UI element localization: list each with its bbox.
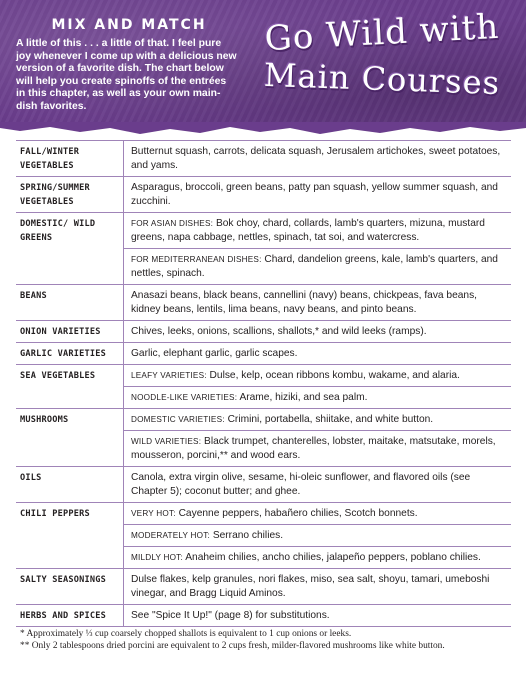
footnote-shallots: * Approximately ⅓ cup coarsely chopped shallots is equivalent to 1 cup onions or leeks. [20, 629, 352, 639]
entry-sublabel: WILD VARIETIES: [131, 437, 202, 446]
category-label: GARLIC VARIETIES [16, 343, 124, 364]
category-label: SEA VEGETABLES [16, 365, 124, 408]
item-entry [124, 409, 511, 430]
category-label: OILS [16, 467, 124, 502]
item-entry [124, 605, 511, 626]
item-entry [124, 177, 511, 212]
category-items [124, 177, 511, 212]
entry-text: Chard, dandelion greens, kale, lamb's quarters, and nettles, spinach. [131, 254, 498, 279]
entry-text: Arame, hiziki, and sea palm. [239, 392, 368, 403]
chart-row [16, 605, 511, 627]
title-line-1: Go Wild with [263, 6, 501, 60]
entry-sublabel: MODERATELY HOT: [131, 531, 210, 540]
footnotes [20, 628, 515, 652]
category-items [124, 213, 511, 284]
entry-sublabel: VERY HOT: [131, 509, 176, 518]
entry-text: Crimini, portabella, shiitake, and white button. [227, 414, 434, 425]
entry-text: Asparagus, broccoli, green beans, patty pan squash, yellow summer squash, and zucchini. [131, 182, 498, 207]
entry-sublabel: MILDLY HOT: [131, 553, 183, 562]
item-entry [124, 524, 511, 546]
intro-text: A little of this . . . a little of that. I feel pure joy whenever I come up with a delicious new version of a favorite dish. The chart below will help you create spinoffs of the entrées in this chapter, as well as your own main-dish favorites. [16, 38, 237, 112]
item-entry [124, 386, 511, 408]
category-items [124, 503, 511, 568]
category-items [124, 141, 511, 176]
item-entry [124, 467, 511, 502]
category-items [124, 285, 511, 320]
item-entry [124, 321, 511, 342]
category-items [124, 321, 511, 342]
entry-text: Dulse, kelp, ocean ribbons kombu, wakame, and alaria. [209, 370, 460, 381]
entry-sublabel: DOMESTIC VARIETIES: [131, 415, 225, 424]
item-entry [124, 546, 511, 568]
entry-text: Butternut squash, carrots, delicata squash, Jerusalem artichokes, sweet potatoes, and yams. [131, 146, 501, 171]
entry-sublabel: FOR MEDITERRANEAN DISHES: [131, 255, 262, 264]
chart-row [16, 285, 511, 321]
chart-row [16, 365, 511, 409]
chart-row [16, 213, 511, 285]
entry-text: Dulse flakes, kelp granules, nori flakes, miso, sea salt, shoyu, tamari, umeboshi vinegar, and Bragg Liquid Aminos. [131, 574, 490, 599]
page-title [246, 6, 518, 103]
chart-row [16, 177, 511, 213]
mix-and-match-heading: MIX AND MATCH [51, 17, 207, 33]
title-line-2: Main Courses [263, 55, 501, 103]
category-label: MUSHROOMS [16, 409, 124, 466]
item-entry [124, 569, 511, 604]
chart-row [16, 321, 511, 343]
entry-text: Chives, leeks, onions, scallions, shallots,* and wild leeks (ramps). [131, 326, 427, 337]
entry-text: Garlic, elephant garlic, garlic scapes. [131, 348, 298, 359]
item-entry [124, 503, 511, 524]
entry-text: Black trumpet, chanterelles, lobster, maitake, matsutake, morels, mousseron, porcini,** and wood ears. [131, 436, 496, 461]
category-label: CHILI PEPPERS [16, 503, 124, 568]
mix-and-match-chart [16, 140, 511, 627]
header-banner [0, 0, 526, 138]
chart-row [16, 467, 511, 503]
category-label: SPRING/SUMMER VEGETABLES [16, 177, 124, 212]
chart-row [16, 409, 511, 467]
category-label: FALL/WINTER VEGETABLES [16, 141, 124, 176]
entry-text: Serrano chilies. [212, 530, 284, 541]
entry-text: Canola, extra virgin olive, sesame, hi-oleic sunflower, and flavored oils (see Chapter 5); coconut butter; and ghee. [131, 472, 471, 497]
torn-edge-divider [0, 122, 526, 138]
category-label: SALTY SEASONINGS [16, 569, 124, 604]
chart-row [16, 343, 511, 365]
item-entry [124, 285, 511, 320]
footnote-porcini: ** Only 2 tablespoons dried porcini are equivalent to 2 cups fresh, milder-flavored mushrooms like white button. [20, 641, 445, 651]
entry-text: Anasazi beans, black beans, cannellini (navy) beans, chickpeas, fava beans, kidney beans, lentils, lima beans, navy beans, and pinto beans. [131, 290, 478, 315]
category-label: BEANS [16, 285, 124, 320]
category-label: DOMESTIC/ WILD GREENS [16, 213, 124, 284]
entry-text: See "Spice It Up!" (page 8) for substitutions. [131, 610, 330, 621]
entry-sublabel: LEAFY VARIETIES: [131, 371, 207, 380]
item-entry [124, 343, 511, 364]
entry-text: Anaheim chilies, ancho chilies, jalapeño peppers, poblano chilies. [185, 552, 481, 563]
category-label: ONION VARIETIES [16, 321, 124, 342]
entry-sublabel: NOODLE-LIKE VARIETIES: [131, 393, 238, 402]
category-items [124, 467, 511, 502]
item-entry [124, 430, 511, 466]
category-items [124, 343, 511, 364]
item-entry [124, 141, 511, 176]
entry-text: Bok choy, chard, collards, lamb's quarters, mizuna, mustard greens, napa cabbage, nettles, spinach, tat soi, and watercress. [131, 218, 485, 243]
item-entry [124, 365, 511, 386]
category-label: HERBS AND SPICES [16, 605, 124, 626]
chart-row [16, 503, 511, 569]
chart-row [16, 569, 511, 605]
category-items [124, 365, 511, 408]
category-items [124, 409, 511, 466]
chart-row [16, 141, 511, 177]
item-entry [124, 213, 511, 248]
entry-text: Cayenne peppers, habañero chilies, Scotch bonnets. [178, 508, 418, 519]
entry-sublabel: FOR ASIAN DISHES: [131, 219, 214, 228]
category-items [124, 569, 511, 604]
category-items [124, 605, 511, 626]
item-entry [124, 248, 511, 284]
